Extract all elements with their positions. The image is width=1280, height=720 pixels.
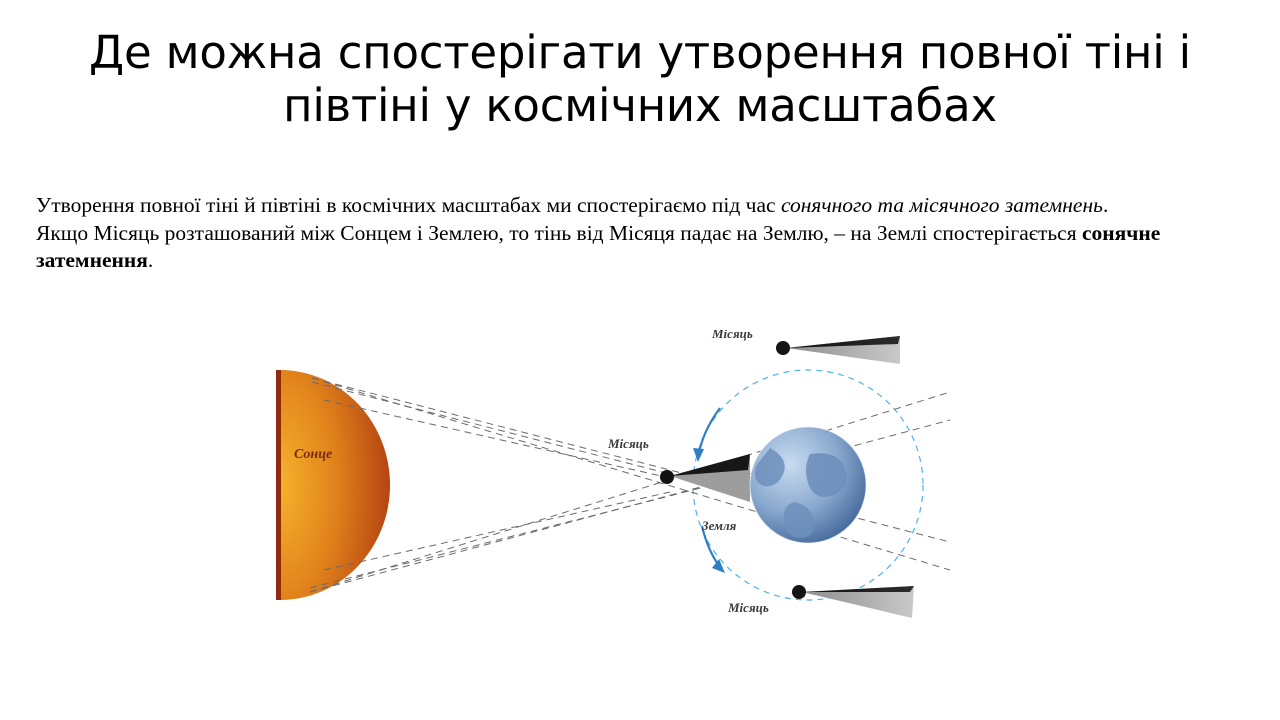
moon-middle-label: Місяць [608, 436, 649, 451]
paragraph-2-text: Якщо Місяць розташований між Сонцем і Землею, то тінь від Місяця падає на Землю, – на Землі спостерігається [36, 220, 1082, 245]
moon-bottom-umbra [802, 586, 914, 592]
moon-top-body [776, 341, 790, 355]
paragraph-1-text: Утворення повної тіні й півтіні в космічних масштабах ми спостерігаємо під час [36, 193, 781, 217]
earth-group [750, 427, 866, 543]
moon-bottom-label: Місяць [728, 600, 769, 615]
eclipse-diagram [250, 330, 1010, 630]
moon-bottom-group [792, 585, 914, 618]
orbit-arrow-bottom-head [712, 559, 725, 573]
page-title: Де можна спостерігати утворення повної тіні і півтіні у космічних масштабах [89, 26, 1191, 133]
earth-label: Земля [702, 518, 737, 533]
sun-label: Сонце [294, 447, 333, 462]
paragraph-2 [36, 220, 1252, 275]
sun-shape [276, 370, 390, 600]
moon-middle-body [660, 470, 674, 484]
orbit-arrow-top-head [693, 448, 704, 462]
paragraph-1-italic: сонячного та місячного затемнень [780, 193, 1103, 217]
paragraph-2-bold: сонячне затемнення [36, 220, 1161, 273]
moon-bottom-body [792, 585, 806, 599]
moon-top-group [776, 336, 900, 364]
paragraph-1-end: . [1102, 193, 1109, 217]
body-text-block [36, 192, 1252, 275]
paragraph-2-end: . [147, 248, 154, 273]
moon-top-label: Місяць [712, 330, 753, 341]
paragraph-1 [36, 192, 1252, 220]
